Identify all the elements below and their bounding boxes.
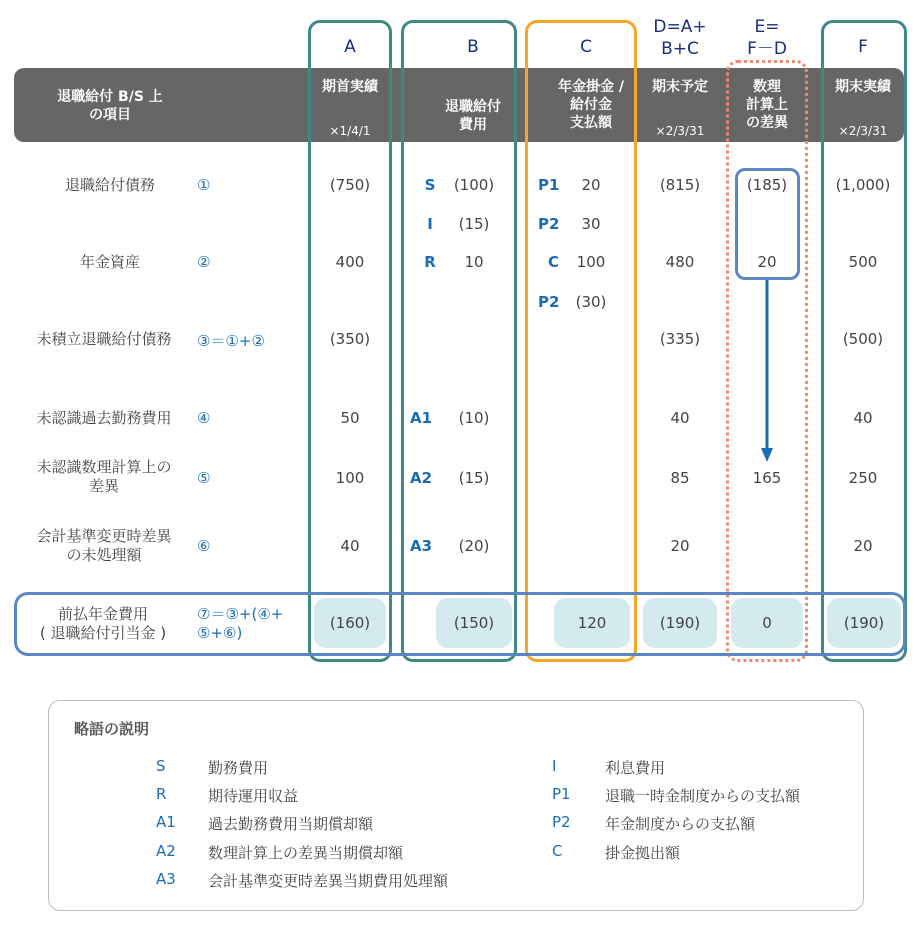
cell-f-5: 250 xyxy=(848,469,878,487)
column-d-letter: D=A+ B+C xyxy=(653,17,707,59)
column-f-date: ×2/3/31 xyxy=(838,124,888,138)
cell-c-p2: 30 xyxy=(581,215,601,233)
legend-code: A3 xyxy=(156,870,176,888)
cell-d-2: 480 xyxy=(665,253,695,271)
cell-a-1: (750) xyxy=(329,176,371,194)
row-ref-6: ⑥ xyxy=(197,537,211,555)
column-e-header: 数理 計算上 の差異 xyxy=(746,79,788,131)
legend-desc: 期待運用収益 xyxy=(208,787,299,805)
row-label-3: 未積立退職給付債務 xyxy=(36,330,172,348)
row-label-6: 会計基準変更時差異 の未処理額 xyxy=(36,527,172,564)
column-a-header: 期首実績 xyxy=(322,79,378,95)
cell-a-4: 50 xyxy=(340,409,360,427)
legend-code: P1 xyxy=(552,785,571,803)
cell-f-3: (500) xyxy=(842,330,884,348)
cell-d-3: (335) xyxy=(659,330,701,348)
cell-a-5: 100 xyxy=(335,469,365,487)
cell-a-2: 400 xyxy=(335,253,365,271)
code-c-p2b: P2 xyxy=(538,293,560,311)
row-ref-4: ④ xyxy=(197,409,211,427)
column-b-letter: B xyxy=(467,37,479,57)
legend-desc: 勤務費用 xyxy=(208,759,269,777)
cell-f-1: (1,000) xyxy=(835,176,891,194)
column-d-date: ×2/3/31 xyxy=(655,124,705,138)
legend-desc: 年金制度からの支払額 xyxy=(605,815,756,833)
total-c: 120 xyxy=(554,598,630,648)
column-f-letter: F xyxy=(858,37,868,57)
cell-b-r: 10 xyxy=(464,253,484,271)
code-b-a3: A3 xyxy=(410,537,433,555)
code-b-s: S xyxy=(424,176,436,194)
legend-code: S xyxy=(156,757,166,775)
column-e-letter: E= F－D xyxy=(747,17,787,59)
legend-title: 略語の説明 xyxy=(74,720,150,738)
column-c-header: 年金掛金 / 給付金 支払額 xyxy=(558,79,624,131)
code-b-a1: A1 xyxy=(410,409,433,427)
legend-code: A1 xyxy=(156,813,176,831)
row-label-5: 未認識数理計算上の 差異 xyxy=(36,458,172,495)
legend-desc: 過去勤務費用当期償却額 xyxy=(208,815,374,833)
column-a-date: ×1/4/1 xyxy=(329,124,371,138)
row-ref-1: ① xyxy=(197,176,211,194)
row-ref-5: ⑤ xyxy=(197,469,211,487)
code-b-i: I xyxy=(427,215,433,233)
column-f-header: 期末実績 xyxy=(835,79,891,95)
cell-d-6: 20 xyxy=(670,537,690,555)
cell-e-2: 20 xyxy=(757,253,777,271)
code-b-a2: A2 xyxy=(410,469,433,487)
column-a-letter: A xyxy=(344,37,356,57)
cell-c-c: 100 xyxy=(576,253,606,271)
legend-desc: 利息費用 xyxy=(605,759,666,777)
cell-f-4: 40 xyxy=(853,409,873,427)
code-c-c: C xyxy=(548,253,560,271)
column-b-header: 退職給付 費用 xyxy=(445,99,501,133)
total-f: (190) xyxy=(827,598,901,648)
legend-code: P2 xyxy=(552,813,571,831)
cell-c-p1: 20 xyxy=(581,176,601,194)
column-c-letter: C xyxy=(580,37,592,57)
row-label-4: 未認識過去勤務費用 xyxy=(36,409,172,427)
total-e: 0 xyxy=(731,598,803,648)
column-c-frame xyxy=(525,20,637,662)
code-c-p1: P1 xyxy=(538,176,560,194)
total-d: (190) xyxy=(643,598,717,648)
cell-b-a1: (10) xyxy=(458,409,490,427)
row-ref-2: ② xyxy=(197,253,211,271)
legend-desc: 退職一時金制度からの支払額 xyxy=(605,787,801,805)
cell-d-5: 85 xyxy=(670,469,690,487)
legend-desc: 数理計算上の差異当期償却額 xyxy=(208,844,404,862)
transfer-arrow xyxy=(757,280,777,465)
cell-c-p2b: (30) xyxy=(575,293,607,311)
cell-e-5: 165 xyxy=(752,469,782,487)
cell-a-6: 40 xyxy=(340,537,360,555)
cell-f-6: 20 xyxy=(853,537,873,555)
cell-d-4: 40 xyxy=(670,409,690,427)
cell-d-1: (815) xyxy=(659,176,701,194)
code-c-p2: P2 xyxy=(538,215,560,233)
column-d-header: 期末予定 xyxy=(652,79,708,95)
column-b-frame xyxy=(401,20,517,662)
legend-code: I xyxy=(552,757,557,775)
cell-e-1: (185) xyxy=(746,176,788,194)
row-label-2: 年金資産 xyxy=(79,253,140,271)
legend-code: R xyxy=(156,785,167,803)
legend-code: A2 xyxy=(156,842,176,860)
cell-b-a2: (15) xyxy=(458,469,490,487)
legend-code: C xyxy=(552,842,563,860)
cell-b-i: (15) xyxy=(458,215,490,233)
total-row-ref: ⑦＝③+(④+ ⑤+⑥) xyxy=(197,605,284,642)
row-label-1: 退職給付債務 xyxy=(64,176,155,194)
row-ref-3: ③＝①+② xyxy=(197,332,265,350)
total-row-label: 前払年金費用 ( 退職給付引当金 ) xyxy=(39,605,167,642)
cell-b-s: (100) xyxy=(453,176,495,194)
total-a: (160) xyxy=(314,598,386,648)
legend-desc: 会計基準変更時差異当期費用処理額 xyxy=(208,872,449,890)
cell-a-3: (350) xyxy=(329,330,371,348)
legend-desc: 掛金拠出額 xyxy=(605,844,681,862)
cell-f-2: 500 xyxy=(848,253,878,271)
cell-b-a3: (20) xyxy=(458,537,490,555)
code-b-r: R xyxy=(424,253,436,271)
total-b: (150) xyxy=(436,598,512,648)
header-item-label: 退職給付 B/S 上 の項目 xyxy=(57,89,163,123)
